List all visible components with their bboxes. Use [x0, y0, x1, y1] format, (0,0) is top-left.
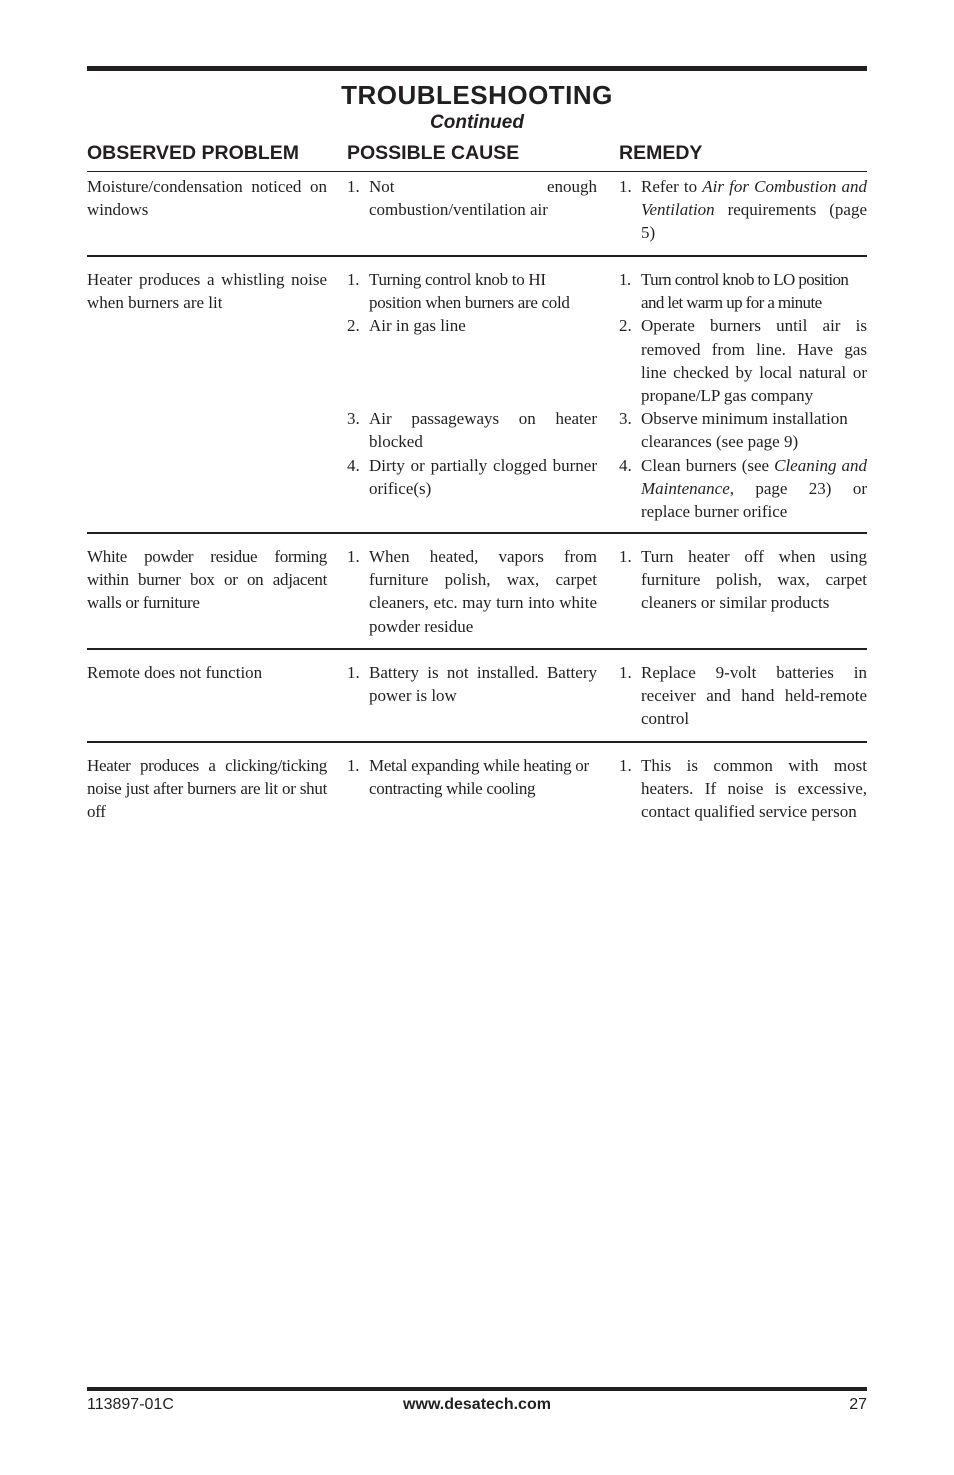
remedy-text: Clean burners (see — [641, 455, 775, 475]
row-divider — [87, 648, 867, 650]
cause-item — [347, 175, 597, 221]
website-link[interactable]: www.desatech.com — [403, 1396, 551, 1413]
cause-text: When heated, vapors from furniture polish, wax, carpet cleaners, etc. may turn into white powder residue — [369, 547, 597, 636]
remedy-item — [619, 175, 867, 245]
remedy-text: Replace 9-volt batteries in receiver and hand held-remote control — [641, 663, 867, 729]
remedy-text: This is common with most heaters. If noise is excessive, contact qualified service person — [641, 756, 867, 822]
possible-cause-cell — [347, 661, 597, 707]
cause-text: Air in gas line — [369, 316, 466, 336]
page-footer — [87, 1396, 867, 1418]
cause-item — [347, 661, 597, 707]
cause-text: Dirty or partially clogged burner orifice(s) — [369, 455, 597, 498]
cause-text: Not enough combustion/ventilation air — [369, 177, 597, 220]
observed-problem: Heater produces a whistling noise when burners are lit — [87, 270, 327, 313]
item-number: 1. — [347, 663, 360, 682]
cause-item — [347, 454, 597, 500]
cause-item — [347, 268, 597, 314]
remedy-item — [619, 454, 867, 524]
item-number: 1. — [347, 756, 360, 775]
cause-text: Battery is not installed. Battery power is low — [369, 663, 597, 706]
item-number: 2. — [347, 316, 360, 336]
item-number: 1. — [347, 177, 360, 196]
row-divider — [87, 255, 867, 257]
item-number: 1. — [619, 663, 632, 682]
cause-text: Metal expanding while heating or contracting while cooling — [369, 756, 589, 799]
possible-cause-cell — [347, 175, 597, 221]
remedy-cell — [619, 175, 867, 245]
possible-cause-cell — [347, 545, 597, 638]
possible-cause-cell — [347, 754, 597, 800]
observed-problem: Heater produces a clicking/ticking noise just after burners are lit or shut off — [87, 756, 327, 822]
item-number: 1. — [347, 547, 360, 566]
cause-text: Air passageways on heater blocked — [369, 409, 597, 452]
page-subtitle: Continued — [430, 112, 524, 133]
remedy-text: Operate burners until air is removed from line. Have gas line checked by local natural or propane/LP gas company — [641, 316, 867, 406]
remedy-text: Observe minimum installation clearances (see page 9) — [641, 409, 848, 452]
remedy-text: Turn heater off when using furniture polish, wax, carpet cleaners or similar products — [641, 547, 867, 613]
reference-title: Air for Combustion and Ventilation — [641, 177, 867, 220]
item-number: 1. — [347, 270, 360, 289]
column-headers — [87, 142, 867, 168]
reference-title: Cleaning and Maintenance — [641, 455, 867, 498]
remedy-text: Turn control knob to LO position and let warm up for a minute — [641, 270, 849, 313]
remedy-text: Refer to — [641, 177, 703, 196]
item-number: 1. — [619, 270, 631, 289]
observed-problem: Remote does not function — [87, 663, 263, 682]
header-possible-cause: POSSIBLE CAUSE — [347, 142, 520, 164]
item-number: 1. — [619, 547, 632, 566]
remedy-cell — [619, 268, 867, 523]
observed-problem: White powder residue forming within burner box or on adjacent walls or furniture — [87, 547, 327, 613]
item-number: 3. — [347, 409, 360, 429]
remedy-text: , page 23) or replace burner orifice — [641, 478, 867, 522]
row-divider — [87, 532, 867, 534]
remedy-item — [619, 314, 867, 407]
cause-item — [347, 407, 597, 453]
remedy-item — [619, 268, 867, 314]
cause-item — [347, 314, 597, 337]
remedy-item — [619, 661, 867, 731]
item-number: 1. — [619, 177, 632, 196]
header-remedy: REMEDY — [619, 142, 703, 164]
bottom-rule — [87, 1387, 867, 1391]
observed-problem: Moisture/condensation noticed on windows — [87, 177, 327, 220]
item-number: 4. — [619, 455, 632, 475]
row-divider — [87, 741, 867, 743]
top-rule — [87, 66, 867, 71]
page-title: TROUBLESHOOTING — [341, 80, 613, 110]
possible-cause-cell — [347, 268, 597, 500]
header-rule — [87, 171, 867, 172]
cause-item — [347, 545, 597, 638]
remedy-item — [619, 407, 867, 453]
remedy-text: requirements (page 5) — [641, 200, 867, 243]
item-number: 1. — [619, 756, 632, 775]
remedy-cell — [619, 545, 867, 615]
page-number: 27 — [849, 1396, 867, 1413]
item-number: 3. — [619, 409, 632, 429]
remedy-cell — [619, 661, 867, 731]
item-number: 2. — [619, 316, 632, 336]
item-number: 4. — [347, 455, 360, 475]
remedy-item — [619, 754, 867, 824]
cause-text: Turning control knob to HI position when burners are cold — [369, 270, 570, 313]
document-code: 113897-01C — [87, 1396, 174, 1413]
cause-item — [347, 754, 597, 800]
remedy-cell — [619, 754, 867, 824]
remedy-item — [619, 545, 867, 615]
header-observed-problem: OBSERVED PROBLEM — [87, 142, 300, 164]
